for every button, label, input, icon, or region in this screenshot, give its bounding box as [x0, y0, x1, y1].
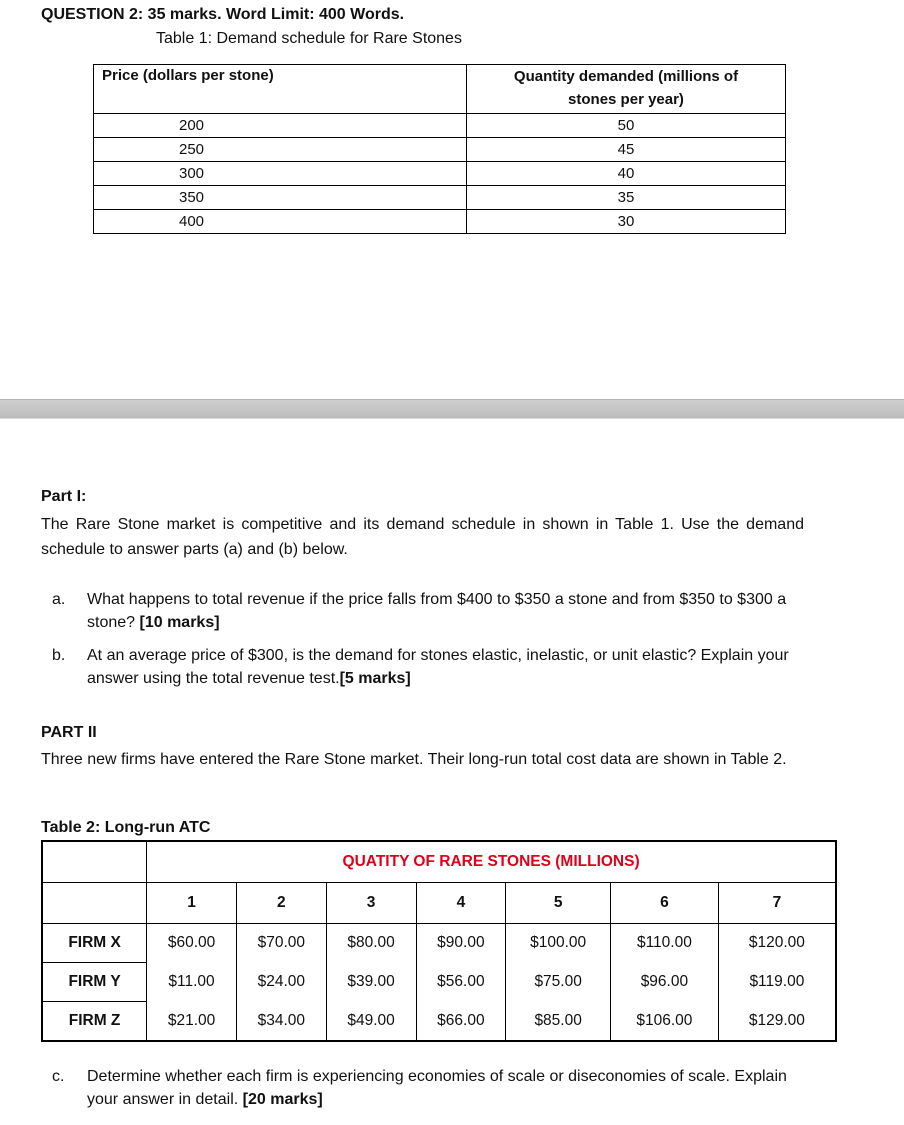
table-row — [94, 138, 786, 162]
question-b-label: b. — [52, 647, 66, 664]
table-row — [42, 963, 836, 1002]
quantity-cell: 30 — [467, 210, 786, 234]
quantity-cell: 50 — [467, 114, 786, 138]
part1-intro: The Rare Stone market is competitive and its demand schedule in shown in Table 1. Use the demand schedule to answer parts (a) and (b) below. — [41, 516, 804, 558]
cost-cell: $39.00 — [326, 963, 416, 1002]
cost-cell: $120.00 — [718, 924, 836, 963]
cost-cell: $85.00 — [506, 1002, 611, 1042]
quantity-header-line1: Quantity demanded (millions of — [513, 68, 739, 85]
part2-heading: PART II — [41, 724, 97, 741]
quantity-header-row — [42, 841, 836, 883]
quantity-col-4: 4 — [416, 883, 506, 924]
table-row — [94, 186, 786, 210]
part1-heading: Part I: — [41, 488, 87, 505]
question-c-text-wrap — [87, 1065, 812, 1111]
cost-cell: $129.00 — [718, 1002, 836, 1042]
quantity-col-2: 2 — [236, 883, 326, 924]
table-header-row — [94, 65, 786, 114]
table-row — [94, 210, 786, 234]
table-row — [94, 114, 786, 138]
price-cell: 300 — [94, 162, 467, 186]
cost-cell: $24.00 — [236, 963, 326, 1002]
quantity-header: QUATITY OF RARE STONES (MILLIONS) — [147, 841, 836, 883]
cost-cell: $66.00 — [416, 1002, 506, 1042]
quantity-cell: 35 — [467, 186, 786, 210]
quantity-col-3: 3 — [326, 883, 416, 924]
quantity-cell: 40 — [467, 162, 786, 186]
table-row — [94, 162, 786, 186]
demand-schedule-table — [93, 64, 786, 234]
price-cell: 250 — [94, 138, 467, 162]
cost-cell: $11.00 — [147, 963, 237, 1002]
question-a-label: a. — [52, 591, 66, 608]
question-c-text: Determine whether each firm is experiencing economies of scale or diseconomies of scale. Explain your answer in detail. — [87, 1068, 787, 1108]
cost-cell: $100.00 — [506, 924, 611, 963]
price-cell: 350 — [94, 186, 467, 210]
question-a — [52, 588, 812, 636]
question-b-text-wrap — [87, 644, 812, 690]
question-a-text-wrap — [87, 588, 812, 634]
quantity-numbers-row — [42, 883, 836, 924]
question-b — [52, 644, 812, 692]
cost-cell: $70.00 — [236, 924, 326, 963]
quantity-col-6: 6 — [611, 883, 719, 924]
cost-cell: $21.00 — [147, 1002, 237, 1042]
question-b-text: At an average price of $300, is the demand for stones elastic, inelastic, or unit elastic? Explain your answer using the total revenue test. — [87, 647, 789, 687]
table-row — [42, 924, 836, 963]
empty-label-cell — [42, 883, 147, 924]
cost-cell: $49.00 — [326, 1002, 416, 1042]
page-divider — [0, 399, 904, 419]
firm-name-cell: FIRM Y — [42, 963, 147, 1002]
cost-cell: $75.00 — [506, 963, 611, 1002]
cost-cell: $119.00 — [718, 963, 836, 1002]
quantity-column-header — [467, 65, 786, 114]
question-title: QUESTION 2: 35 marks. Word Limit: 400 Words. — [41, 6, 405, 23]
quantity-cell: 45 — [467, 138, 786, 162]
cost-cell: $90.00 — [416, 924, 506, 963]
long-run-atc-table — [41, 840, 837, 1042]
question-a-text: What happens to total revenue if the price falls from $400 to $350 a stone and from $350 to $300 a stone? — [87, 591, 787, 631]
price-column-header: Price (dollars per stone) — [94, 65, 467, 114]
cost-cell: $96.00 — [611, 963, 719, 1002]
quantity-col-1: 1 — [147, 883, 237, 924]
cost-cell: $56.00 — [416, 963, 506, 1002]
cost-cell: $80.00 — [326, 924, 416, 963]
table2-caption: Table 2: Long-run ATC — [41, 819, 211, 836]
question-b-marks: [5 marks] — [339, 670, 411, 687]
cost-cell: $106.00 — [611, 1002, 719, 1042]
question-a-marks: [10 marks] — [139, 614, 220, 631]
cost-cell: $110.00 — [611, 924, 719, 963]
cost-cell: $34.00 — [236, 1002, 326, 1042]
price-cell: 400 — [94, 210, 467, 234]
firm-name-cell: FIRM X — [42, 924, 147, 963]
quantity-col-5: 5 — [506, 883, 611, 924]
quantity-header-line2: stones per year) — [568, 91, 684, 108]
quantity-col-7: 7 — [718, 883, 836, 924]
table-row — [42, 1002, 836, 1042]
part2-intro: Three new firms have entered the Rare Stone market. Their long-run total cost data are shown in Table 2. — [41, 751, 787, 768]
table1-caption: Table 1: Demand schedule for Rare Stones — [156, 30, 462, 47]
firm-name-cell: FIRM Z — [42, 1002, 147, 1042]
question-c-label: c. — [52, 1068, 65, 1085]
price-cell: 200 — [94, 114, 467, 138]
cost-cell: $60.00 — [147, 924, 237, 963]
question-c-marks: [20 marks] — [242, 1091, 323, 1108]
empty-corner-cell — [42, 841, 147, 883]
